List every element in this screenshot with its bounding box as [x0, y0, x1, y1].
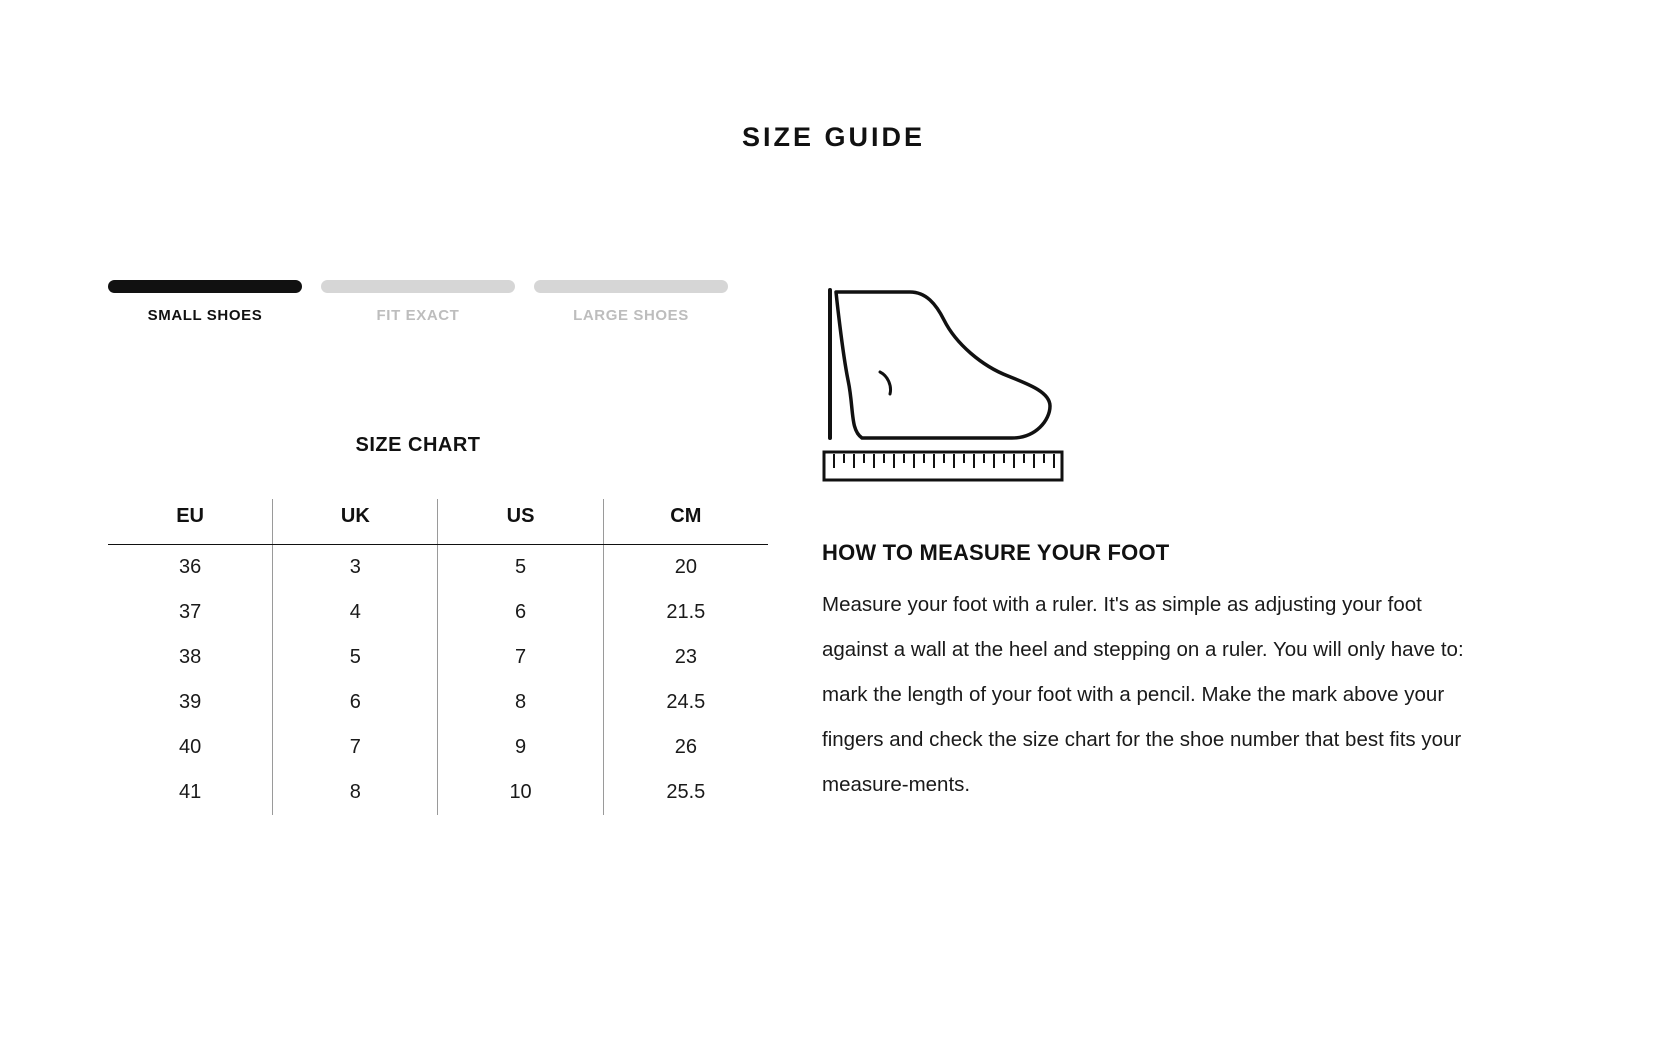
cell-eu: 41	[178, 781, 202, 803]
cell-us: 7	[438, 635, 603, 680]
cell-eu: 36	[178, 556, 202, 578]
fit-option-large-shoes[interactable]	[534, 280, 728, 324]
measure-heading: HOW TO MEASURE YOUR FOOT	[822, 540, 1170, 565]
column-header-uk: UK	[273, 499, 438, 545]
cell-us: 8	[438, 680, 603, 725]
measure-instructions-column	[822, 280, 1482, 807]
cell-uk: 3	[273, 545, 438, 591]
fit-bar-fit-exact[interactable]	[321, 280, 515, 293]
cell-eu: 40	[178, 736, 202, 758]
cell-uk: 7	[273, 725, 438, 770]
cell-us: 10	[438, 770, 603, 815]
column-header-us: US	[438, 499, 603, 545]
cell-uk: 5	[273, 635, 438, 680]
foot-on-ruler-icon	[822, 280, 1082, 495]
table-row	[108, 725, 768, 770]
page-title: SIZE GUIDE	[741, 122, 926, 152]
cell-cm: 25.5	[603, 770, 768, 815]
cell-eu: 39	[178, 691, 202, 713]
cell-cm: 21.5	[603, 590, 768, 635]
table-row	[108, 680, 768, 725]
fit-bar-large-shoes[interactable]	[534, 280, 728, 293]
fit-label-fit-exact: FIT EXACT	[376, 307, 460, 324]
cell-uk: 4	[273, 590, 438, 635]
cell-cm: 24.5	[603, 680, 768, 725]
cell-uk: 6	[273, 680, 438, 725]
cell-us: 5	[438, 545, 603, 591]
cell-cm: 20	[603, 545, 768, 591]
fit-selector	[108, 280, 788, 324]
cell-uk: 8	[273, 770, 438, 815]
table-header-row	[108, 499, 768, 545]
column-header-eu: EU	[108, 499, 273, 545]
table-row	[108, 770, 768, 815]
size-guide-left-column	[108, 280, 788, 815]
cell-eu: 37	[178, 601, 202, 623]
fit-bar-small-shoes[interactable]	[108, 280, 302, 293]
table-row	[108, 590, 768, 635]
cell-cm: 23	[603, 635, 768, 680]
size-chart-title: SIZE CHART	[355, 434, 481, 456]
column-header-cm: CM	[603, 499, 768, 545]
measure-body-text: Measure your foot with a ruler. It's as simple as adjusting your foot against a wall at the heel and stepping on a ruler. You will only have to: mark the length of your foot with a pencil. Make the mark above your fingers and check the size chart for the shoe number that best fits your measure-ments.	[822, 593, 1464, 796]
fit-label-large-shoes: LARGE SHOES	[573, 307, 689, 324]
table-row	[108, 635, 768, 680]
fit-label-small-shoes: SMALL SHOES	[147, 307, 263, 324]
size-chart-table	[108, 499, 768, 815]
table-row	[108, 545, 768, 591]
cell-cm: 26	[603, 725, 768, 770]
cell-us: 9	[438, 725, 603, 770]
cell-eu: 38	[178, 646, 202, 668]
fit-option-fit-exact[interactable]	[321, 280, 515, 324]
cell-us: 6	[438, 590, 603, 635]
fit-option-small-shoes[interactable]	[108, 280, 302, 324]
